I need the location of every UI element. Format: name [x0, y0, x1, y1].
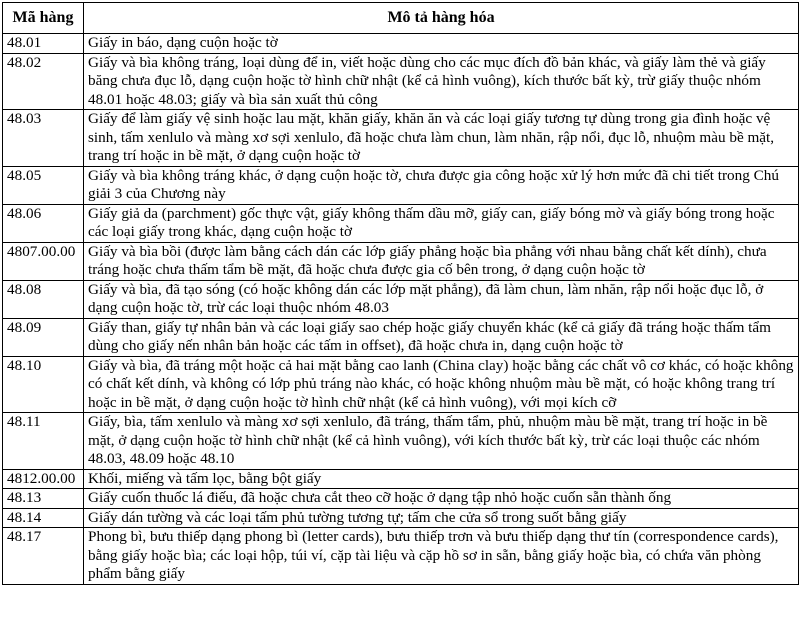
row-description: Khối, miếng và tấm lọc, bằng bột giấy	[84, 469, 799, 489]
row-description: Giấy cuốn thuốc lá điếu, đã hoặc chưa cắt theo cỡ hoặc ở dạng tập nhỏ hoặc cuốn sẵn thành ống	[84, 489, 799, 509]
row-code: 48.14	[3, 508, 84, 528]
row-code: 48.13	[3, 489, 84, 509]
row-code: 48.05	[3, 166, 84, 204]
table-row	[3, 34, 799, 54]
table-row	[3, 318, 799, 356]
row-description: Giấy than, giấy tự nhân bản và các loại giấy sao chép hoặc giấy chuyển khác (kể cả giấy đã tráng hoặc thấm tẩm dùng cho giấy nến nhân bản hoặc các tấm in offset), đã hoặc chưa in, dạng cuộn hoặc tờ	[84, 318, 799, 356]
table-row	[3, 166, 799, 204]
row-code: 4812.00.00	[3, 469, 84, 489]
row-description: Giấy và bìa bồi (được làm bằng cách dán các lớp giấy phẳng hoặc bìa phẳng với nhau bằng chất kết dính), chưa tráng hoặc chưa thấm tẩm bề mặt, đã hoặc chưa được gia cố bên trong, ở dạng cuộn hoặc tờ	[84, 242, 799, 280]
row-code: 4807.00.00	[3, 242, 84, 280]
table-row	[3, 528, 799, 585]
table-row	[3, 53, 799, 110]
row-description: Giấy in báo, dạng cuộn hoặc tờ	[84, 34, 799, 54]
header-code: Mã hàng	[3, 3, 84, 34]
row-description: Giấy dán tường và các loại tấm phủ tường tương tự; tấm che cửa sổ trong suốt bằng giấy	[84, 508, 799, 528]
table-row	[3, 280, 799, 318]
row-code: 48.06	[3, 204, 84, 242]
row-code: 48.03	[3, 110, 84, 167]
hs-code-table	[2, 2, 799, 585]
table-row	[3, 489, 799, 509]
row-description: Giấy để làm giấy vệ sinh hoặc lau mặt, khăn giấy, khăn ăn và các loại giấy tương tự dùng trong gia đình hoặc vệ sinh, tấm xenlulo và màng xơ sợi xenlulo, đã hoặc chưa làm chun, làm nhăn, rập nổi, đục lỗ, nhuộm màu bề mặt, trang trí hoặc in bề mặt, ở dạng cuộn hoặc tờ	[84, 110, 799, 167]
table-row	[3, 469, 799, 489]
row-code: 48.17	[3, 528, 84, 585]
row-description: Giấy và bìa, đã tráng một hoặc cả hai mặt bằng cao lanh (China clay) hoặc bằng các chất vô cơ khác, có hoặc không có chất kết dính, và không có lớp phủ tráng nào khác, có hoặc không nhuộm màu bề mặt, có hoặc không trang trí hoặc in bề mặt, ở dạng cuộn hoặc tờ hình chữ nhật (kể cả hình vuông), với mọi kích cỡ	[84, 356, 799, 413]
row-description: Giấy và bìa không tráng khác, ở dạng cuộn hoặc tờ, chưa được gia công hoặc xử lý hơn mức đã chi tiết trong Chú giải 3 của Chương này	[84, 166, 799, 204]
table-row	[3, 204, 799, 242]
table-row	[3, 356, 799, 413]
row-code: 48.10	[3, 356, 84, 413]
row-code: 48.09	[3, 318, 84, 356]
row-description: Giấy và bìa không tráng, loại dùng để in, viết hoặc dùng cho các mục đích đồ bản khác, và giấy làm thẻ và giấy băng chưa đục lỗ, dạng cuộn hoặc tờ hình chữ nhật (kể cả hình vuông), kích thước bất kỳ, trừ giấy thuộc nhóm 48.01 hoặc 48.03; giấy và bìa sản xuất thủ công	[84, 53, 799, 110]
table-row	[3, 242, 799, 280]
row-code: 48.01	[3, 34, 84, 54]
table-row	[3, 110, 799, 167]
header-row	[3, 3, 799, 34]
row-code: 48.02	[3, 53, 84, 110]
table-row	[3, 508, 799, 528]
row-description: Phong bì, bưu thiếp dạng phong bì (letter cards), bưu thiếp trơn và bưu thiếp dạng thư tín (correspondence cards), bằng giấy hoặc bìa; các loại hộp, túi ví, cặp tài liệu và cặp hồ sơ in sẵn, bằng giấy hoặc bìa, có chứa văn phòng phẩm bằng giấy	[84, 528, 799, 585]
row-description: Giấy và bìa, đã tạo sóng (có hoặc không dán các lớp mặt phẳng), đã làm chun, làm nhăn, rập nổi hoặc đục lỗ, ở dạng cuộn hoặc tờ, trừ các loại thuộc nhóm 48.03	[84, 280, 799, 318]
header-description: Mô tả hàng hóa	[84, 3, 799, 34]
row-code: 48.08	[3, 280, 84, 318]
row-description: Giấy, bìa, tấm xenlulo và màng xơ sợi xenlulo, đã tráng, thấm tẩm, phủ, nhuộm màu bề mặt, trang trí hoặc in bề mặt, ở dạng cuộn hoặc tờ hình chữ nhật (kể cả hình vuông), với kích thước bất kỳ, trừ các loại thuộc các nhóm 48.03, 48.09 hoặc 48.10	[84, 413, 799, 470]
row-code: 48.11	[3, 413, 84, 470]
row-description: Giấy giả da (parchment) gốc thực vật, giấy không thấm dầu mỡ, giấy can, giấy bóng mờ và giấy bóng trong hoặc các loại giấy trong khác, dạng cuộn hoặc tờ	[84, 204, 799, 242]
table-row	[3, 413, 799, 470]
